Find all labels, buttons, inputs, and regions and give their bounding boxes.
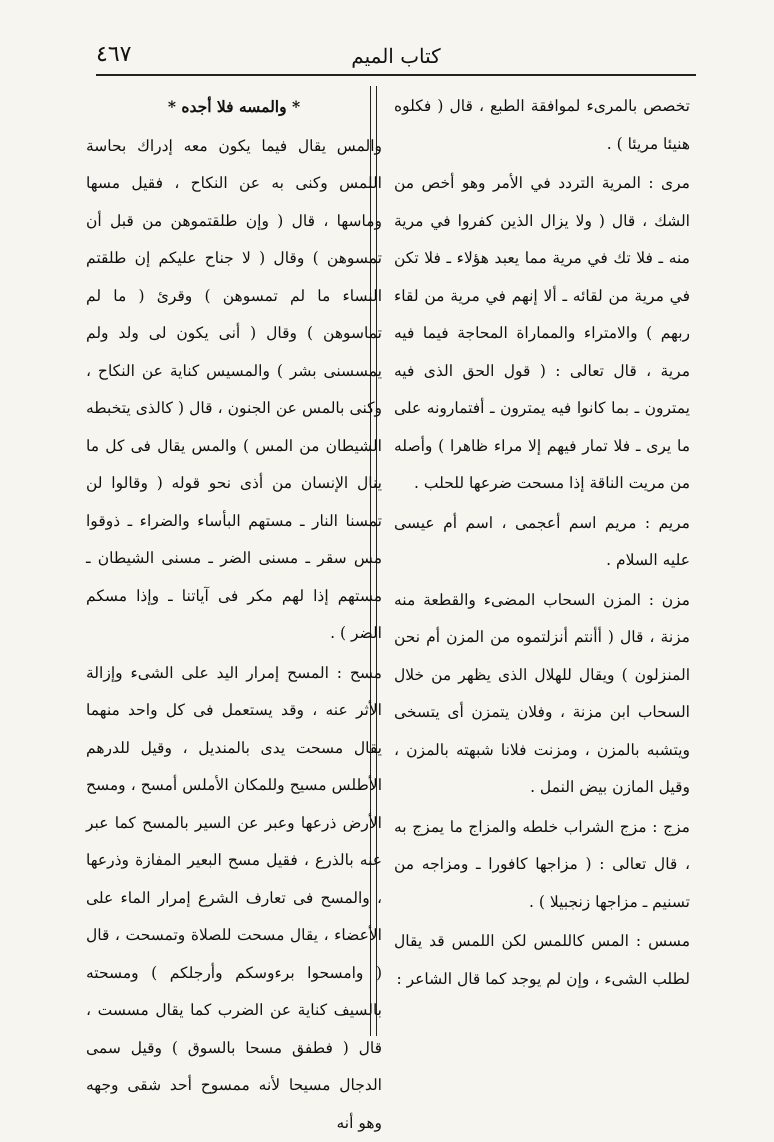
entry-mzj: مزج : مزج الشراب خلطه والمزاج ما يمزج به ، قال تعالى : ( مزاجها كافورا ـ ومزاجه من تسنيم ـ مزاجها زنجبيلا ) . (394, 809, 690, 922)
page-number: ٤٦٧ (96, 42, 131, 67)
right-column (394, 88, 690, 1033)
entry-msh: مسح : المسح إمرار اليد على الشىء وإزالة الأثر عنه ، وقد يستعمل فى كل واحد منهما يقال مسحت يدى بالمنديل ، وقيل للدرهم الأطلس مسيح وللمكان الأملس أمسح ، ومسح الأرض ذرعها وعبر عن السير بالمسح كما عبر عنه بالذرع ، فقيل مسح البعير المفازة وذرعها ، والمسح فى تعارف الشرع إمرار الماء على الأعضاء ، يقال مسحت للصلاة وتمسحت ، قال ( وامسحوا برءوسكم وأرجلكم ) ومسحته بالسيف كناية عن الضرب كما يقال مسست ، قال ( فطفق مسحا بالسوق ) وقيل سمى الدجال مسيحا لأنه ممسوح أحد شقى وجهه وهو أنه (86, 655, 382, 1142)
book-title: كتاب الميم (96, 44, 696, 68)
entry-maryam: مريم : مريم اسم أعجمى ، اسم أم عيسى عليه السلام . (394, 505, 690, 580)
verse-quote: * والمسه فلا أجده * (86, 88, 382, 126)
left-column (86, 88, 382, 1033)
entry-mry: مرى : المرية التردد في الأمر وهو أخص من الشك ، قال ( ولا يزال الذين كفروا في مرية منه ـ فلا تك في مرية مما يعبد هؤلاء ـ فلا تكن في مرية من لقائه ـ ألا إنهم في مرية من لقاء ربهم ) والامتراء والمماراة المحاجة فيما فيه مرية ، قال تعالى : ( قول الحق الذى فيه يمترون ـ بما كانوا فيه يمترون ـ أفتمارونه على ما يرى ـ فلا تمار فيهم إلا مراء ظاهرا ) وأصله من مريت الناقة إذا مسحت ضرعها للحلب . (394, 165, 690, 503)
entry-continuation: تخصص بالمرىء لموافقة الطبع ، قال ( فكلوه هنيئا مريئا ) . (394, 88, 690, 163)
entry-mss-continued: والمس يقال فيما يكون معه إدراك بحاسة اللمس وكنى به عن النكاح ، فقيل مسها وماسها ، قال ( وإن طلقتموهن من قبل أن تمسوهن ) وقال ( لا جناح عليكم إن طلقتم النساء ما لم تمسوهن ) وقرئ ( ما لم تماسوهن ) وقال ( أنى يكون لى ولد ولم يمسسنى بشر ) والمسيس كناية عن النكاح ، وكنى بالمس عن الجنون ، قال ( كالذى يتخبطه الشيطان من المس ) والمس يقال فى كل ما ينال الإنسان من أذى نحو قوله ( وقالوا لن تمسنا النار ـ مستهم البأساء والضراء ـ ذوقوا مس سقر ـ مسنى الضر ـ مسنى الشيطان ـ مستهم إذا لهم مكر فى آياتنا ـ وإذا مسكم الضر ) . (86, 128, 382, 653)
entry-mss: مسس : المس كاللمس لكن اللمس قد يقال لطلب الشىء ، وإن لم يوجد كما قال الشاعر : (394, 923, 690, 998)
page-header (96, 38, 696, 76)
entry-mzn: مزن : المزن السحاب المضىء والقطعة منه مزنة ، قال ( أأنتم أنزلتموه من المزن أم نحن المنزلون ) ويقال للهلال الذى يظهر من خلال السحاب ابن مزنة ، وفلان يتمزن أى يتسخى ويتشبه بالمزن ، ومزنت فلانا شبهته بالمزن ، وقيل المازن بيض النمل . (394, 582, 690, 807)
